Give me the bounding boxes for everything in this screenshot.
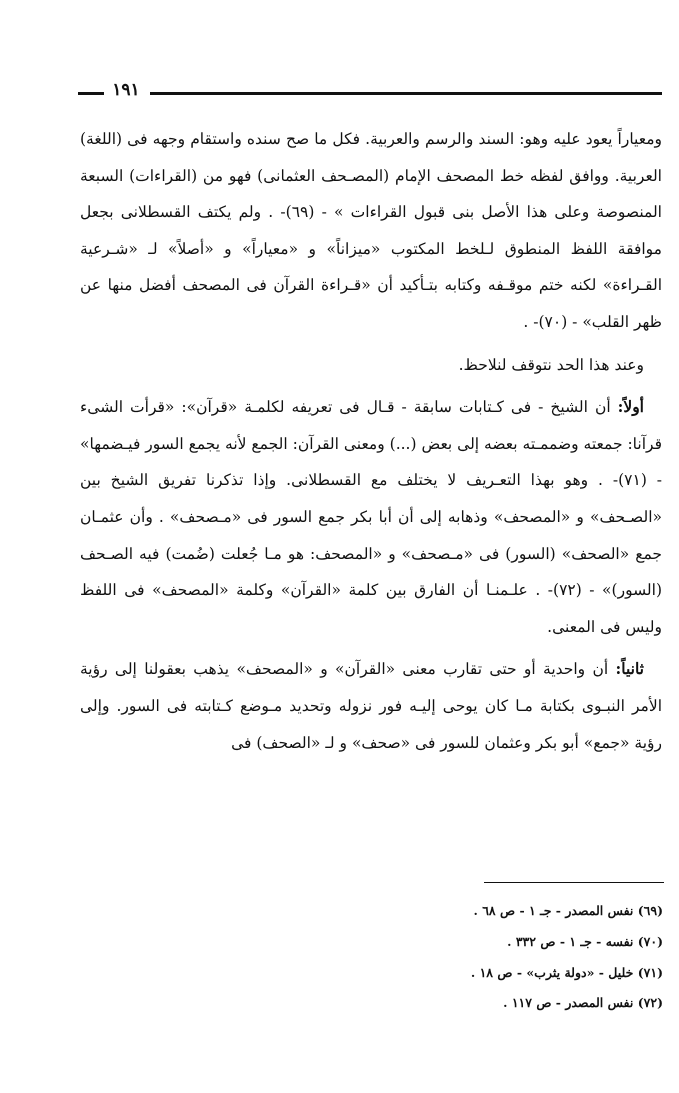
paragraph-1-text: ومعياراً يعود عليه وهو: السند والرسم والعربية. فكل ما صح سنده واستقام وجهه فى (اللغة) العربية. ووافق لفظه خط المصحف الإمام (المصـحف العثمانى) فهو من (القراءات) السبعة المنصوصة وعلى هذا الأصل بنى قبول القراءات » - (٦٩)- . ولم يكتف القسطلانى بجعل موافقة اللفظ المنطوق لـلخط المكتوب «ميزاناً» و «معياراً» و «أصلاً» لـ «شـرعية القـراءة» لكنه ختم موقـفه وكتابه بتـأكيد أن «قـراءة القرآن فى المصحف أفضل منها عن ظهر القلب» - (٧٠)- . xyxy=(80,130,662,331)
paragraph-1 xyxy=(80,121,662,341)
footnote-70: (٧٠) نفسه - جـ ١ - ص ٣٣٢ . xyxy=(507,933,663,949)
page-header xyxy=(78,78,662,104)
footnote-69: (٦٩) نفس المصدر - جـ ١ - ص ٦٨ . xyxy=(473,903,663,918)
header-rule-short xyxy=(78,92,104,95)
header-rule-long xyxy=(150,92,662,95)
body-text xyxy=(80,121,662,761)
paragraph-4-lead: ثانياً: xyxy=(615,659,644,679)
paragraph-3-lead: أولاً: xyxy=(617,397,644,417)
footnote-separator xyxy=(484,882,664,883)
paragraph-3-text: أن الشيخ - فى كـتابات سابقة - قـال فى تعريفه لكلمـة «قرآن»: «قرأت الشىء قرآنا: جمعته وضممـته بعضه إلى بعض (...) ومعنى القرآن: الجمع لأنه يجمع السور فيـضمها» - (٧١)- . وهو بهذا التعـريف لا يختلف مع القسطلانى. وإذا تذكرنا تفريق الشيخ بين «الصـحف» و «المصحف» وذهابه إلى أن أبا بكر جمع السور فى «مـصحف» . وأن عثمـان جمع «الصحف» (السور) فى «مـصحف» و «المصحف: هو مـا جُعلت (ضُمت) فيه الصـحف (السور)» - (٧٢)- . علـمنـا أن الفارق بين كلمة «القرآن» وكلمة «المصحف» فى اللفظ وليس فى المعنى. xyxy=(80,398,662,636)
footnote-72: (٧٢) نفس المصدر - ص ١١٧ . xyxy=(503,995,663,1011)
paragraph-2-text: وعند هذا الحد نتوقف لنلاحظ. xyxy=(458,355,644,374)
paragraph-4 xyxy=(80,651,662,761)
footnote-71: (٧١) خليل - «دولة يثرب» - ص ١٨ . xyxy=(470,964,663,980)
paragraph-2 xyxy=(80,347,662,384)
paragraph-4-text: أن واحدية أو حتى تقارب معنى «القرآن» و «المصحف» يذهب بعقولنا إلى رؤية الأمر النبـوى بكتابة مـا كان يوحى إليـه فور نزوله وتحديد مـوضع كـتابته فى السور. وإلى رؤية «جمع» أبو بكر وعثمان للسور فى «صحف» و لـ «الصحف) فى xyxy=(80,660,662,752)
footnotes xyxy=(263,896,663,1019)
page-number: ١٩١ xyxy=(112,80,140,100)
paragraph-3 xyxy=(80,389,662,645)
